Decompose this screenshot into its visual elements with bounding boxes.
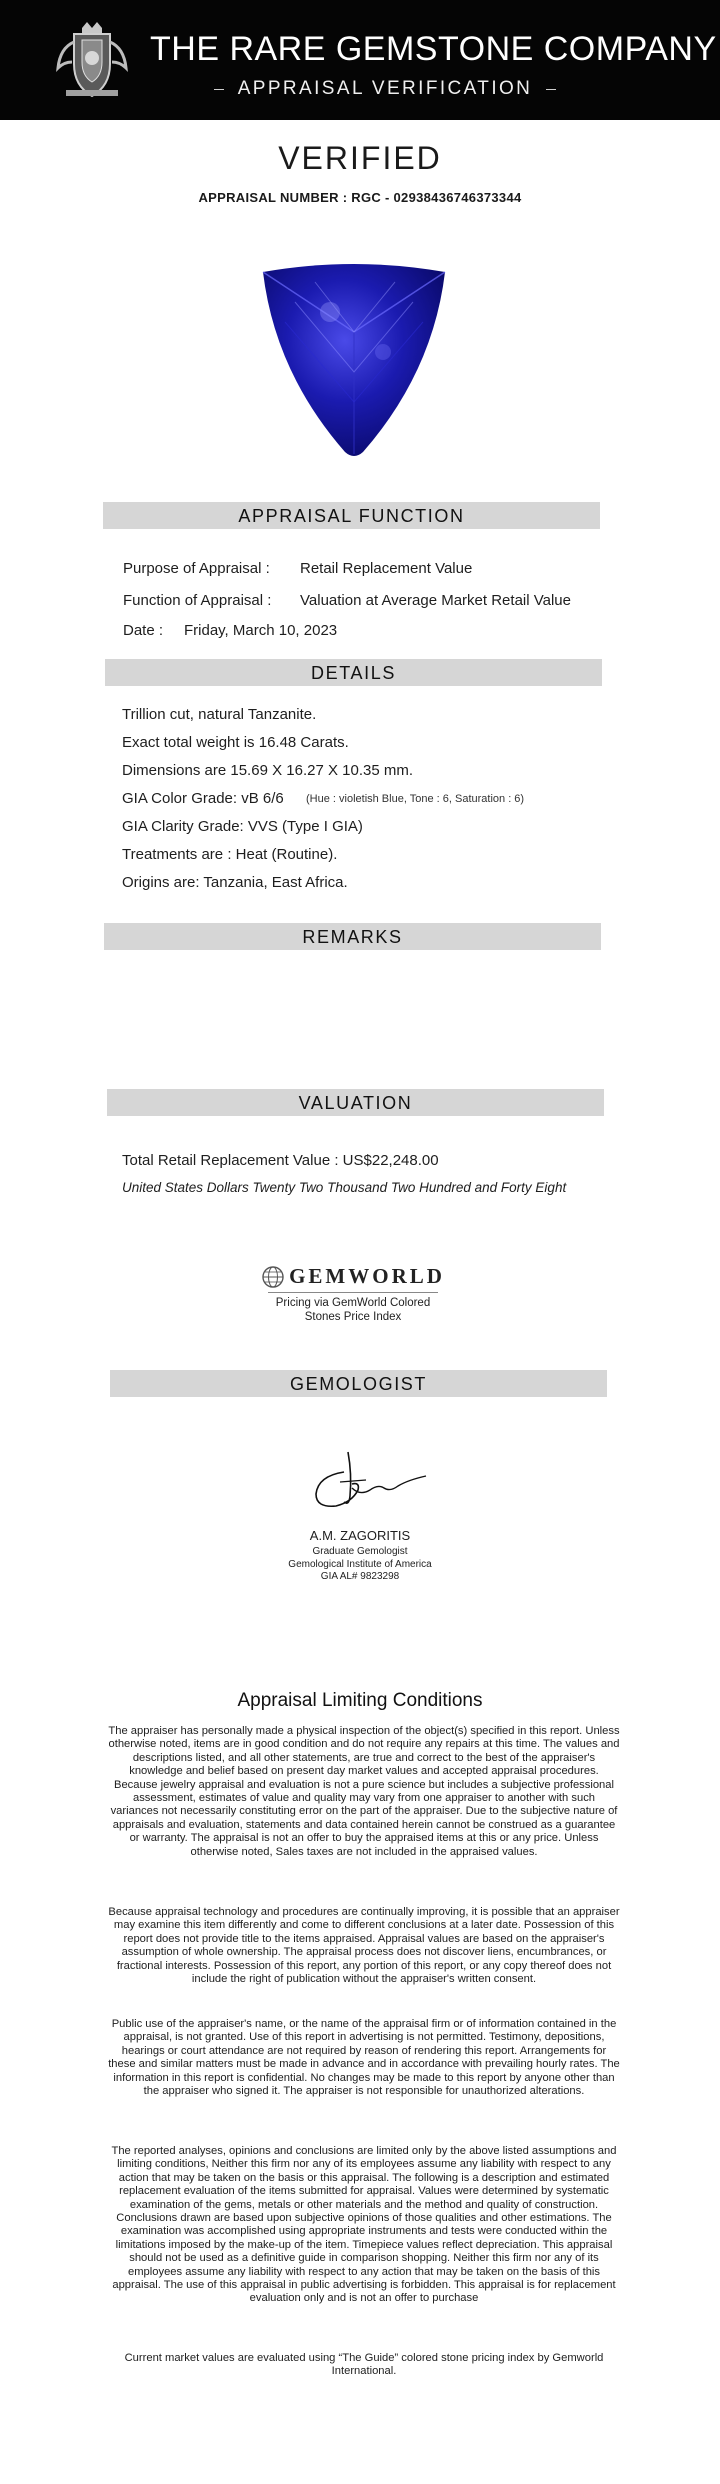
- detail-color-grade: GIA Color Grade: vB 6/6: [122, 790, 284, 807]
- header-subtitle: APPRAISAL VERIFICATION: [237, 78, 533, 99]
- limiting-conditions-title: Appraisal Limiting Conditions: [237, 1690, 483, 1711]
- limiting-paragraph-3: Public use of the appraiser's name, or the name of the appraisal firm or of information contained in the appraisal, is not granted. Use of this report in advertising is not permitted. Testimony, depositions, hearings or court attendance are not required by reason of rendering this report. Arrangements for these and similar matters must be made in advance and in accordance with prevailing hourly rates. The information in this report is confidential. No changes may be made to this report by anyone other than the appraiser who signed it. The appraiser is not responsible for unauthorized alterations.: [108, 2018, 620, 2098]
- gemworld-wordmark: GEMWORLD: [289, 1264, 445, 1288]
- detail-treatments: Treatments are : Heat (Routine).: [122, 846, 338, 863]
- trillion-tanzanite-gem-image: [255, 262, 453, 462]
- appraisal-function-header: APPRAISAL FUNCTION: [103, 502, 600, 529]
- detail-clarity: GIA Clarity Grade: VVS (Type I GIA): [122, 818, 363, 835]
- gemworld-block: [258, 1264, 448, 1324]
- subtitle-rule-right: [546, 89, 556, 90]
- detail-origins: Origins are: Tanzania, East Africa.: [122, 874, 348, 891]
- limiting-paragraph-1: The appraiser has personally made a physical inspection of the object(s) specified in this report. Unless otherwise noted, items are in good condition and do not require any repairs at this time. The values and descriptions listed, and all other statements, are true and correct to the best of the appraiser's knowledge and belief based on present day market values and accepted appraisal procedures. Because jewelry appraisal and evaluation is not a pure science but includes a subjective professional assessment, estimates of value and quality may vary from one appraiser to another with such variances not necessarily constituting error on the part of the appraiser. Due to the subjective nature of appraisals and evaluation, statements and data contained herein cannot be construed as a guarantee or warranty. The appraisal is not an offer to buy the appraised items at this or any price. Unless otherwise noted, Sales taxes are not included in the appraised values.: [108, 1725, 620, 1858]
- limiting-paragraph-4: The reported analyses, opinions and conclusions are limited only by the above listed assumptions and limiting conditions, Neither this firm nor any of its employees assume any liability with respect to any action that may be taken on the basis or this appraisal. The following is a description and estimated replacement evaluation of the items submitted for appraisal. Values were determined by systematic examination of the gems, metals or other materials and the method and quality of construction. Conclusions drawn are based upon subjective opinions of those qualities and other estimations. The examination was accomplished using appropriate instruments and tests were conducted within the limitations imposed by the make-up of the item. Timepiece values reflect depreciation. This appraisal should not be used as a definitive guide in comparison shopping. Neither this firm nor any of its employees assume any liability with respect to any action that may be taken on the basis of this appraisal. The use of this appraisal in public advertising is forbidden. This appraisal is for replacement evaluation only and is not an offer to purchase: [111, 2145, 617, 2305]
- date-value: Friday, March 10, 2023: [184, 622, 338, 639]
- verified-status: VERIFIED: [278, 140, 442, 176]
- subtitle-rule-left: [214, 89, 224, 90]
- signature-image: [300, 1444, 430, 1516]
- detail-color-note: (Hue : violetish Blue, Tone : 6, Saturation : 6): [306, 793, 525, 805]
- header-subtitle-row: [200, 74, 570, 104]
- gemologist-title: Graduate Gemologist: [312, 1546, 408, 1557]
- gemworld-globe-icon: [261, 1265, 285, 1289]
- function-label: Function of Appraisal :: [123, 592, 272, 609]
- purpose-value: Retail Replacement Value: [300, 560, 473, 577]
- header-banner: [0, 0, 720, 120]
- limiting-paragraph-2: Because appraisal technology and procedures are continually improving, it is possible that an appraiser may examine this item differently and come to different conclusions at a later date. Possession of this report does not provide title to the items appraised. Appraisal values are based on the appraiser's assumption of whole ownership. The appraisal process does not discover liens, encumbrances, or fractional interests. Possession of this report, any portion of this report, or any copy thereof does not include the right of publication without the appraiser's written consent.: [108, 1906, 620, 1986]
- valuation-total: Total Retail Replacement Value : US$22,248.00: [122, 1152, 439, 1169]
- gemologist-credentials: [0, 1528, 720, 1584]
- details-header: DETAILS: [105, 659, 602, 686]
- company-name: THE RARE GEMSTONE COMPANY: [150, 30, 717, 68]
- gemologist-name: A.M. ZAGORITIS: [309, 1528, 411, 1543]
- date-label: Date :: [123, 622, 164, 639]
- detail-cut: Trillion cut, natural Tanzanite.: [122, 706, 317, 723]
- gemologist-institute: Gemological Institute of America: [288, 1558, 432, 1570]
- function-value: Valuation at Average Market Retail Value: [300, 592, 571, 609]
- detail-weight: Exact total weight is 16.48 Carats.: [122, 734, 349, 751]
- gemologist-gia-number: GIA AL# 9823298: [320, 1571, 400, 1582]
- gemologist-header: GEMOLOGIST: [110, 1370, 607, 1397]
- remarks-header: REMARKS: [104, 923, 601, 950]
- gemworld-logo: [258, 1264, 448, 1289]
- gemworld-caption-1: Pricing via GemWorld Colored: [275, 1297, 431, 1309]
- valuation-words: United States Dollars Twenty Two Thousand Two Hundred and Forty Eight: [122, 1180, 567, 1195]
- appraisal-number: APPRAISAL NUMBER : RGC - 02938436746373344: [198, 190, 522, 205]
- crest-logo-icon: [52, 18, 132, 102]
- purpose-label: Purpose of Appraisal :: [123, 560, 270, 577]
- valuation-header: VALUATION: [107, 1089, 604, 1116]
- gemworld-caption-2: Stones Price Index: [304, 1311, 402, 1323]
- detail-dimensions: Dimensions are 15.69 X 16.27 X 10.35 mm.: [122, 762, 413, 779]
- gemworld-rule: [268, 1292, 438, 1293]
- limiting-paragraph-5: Current market values are evaluated using “The Guide” colored stone pricing index by Gemworld International.: [124, 2352, 604, 2378]
